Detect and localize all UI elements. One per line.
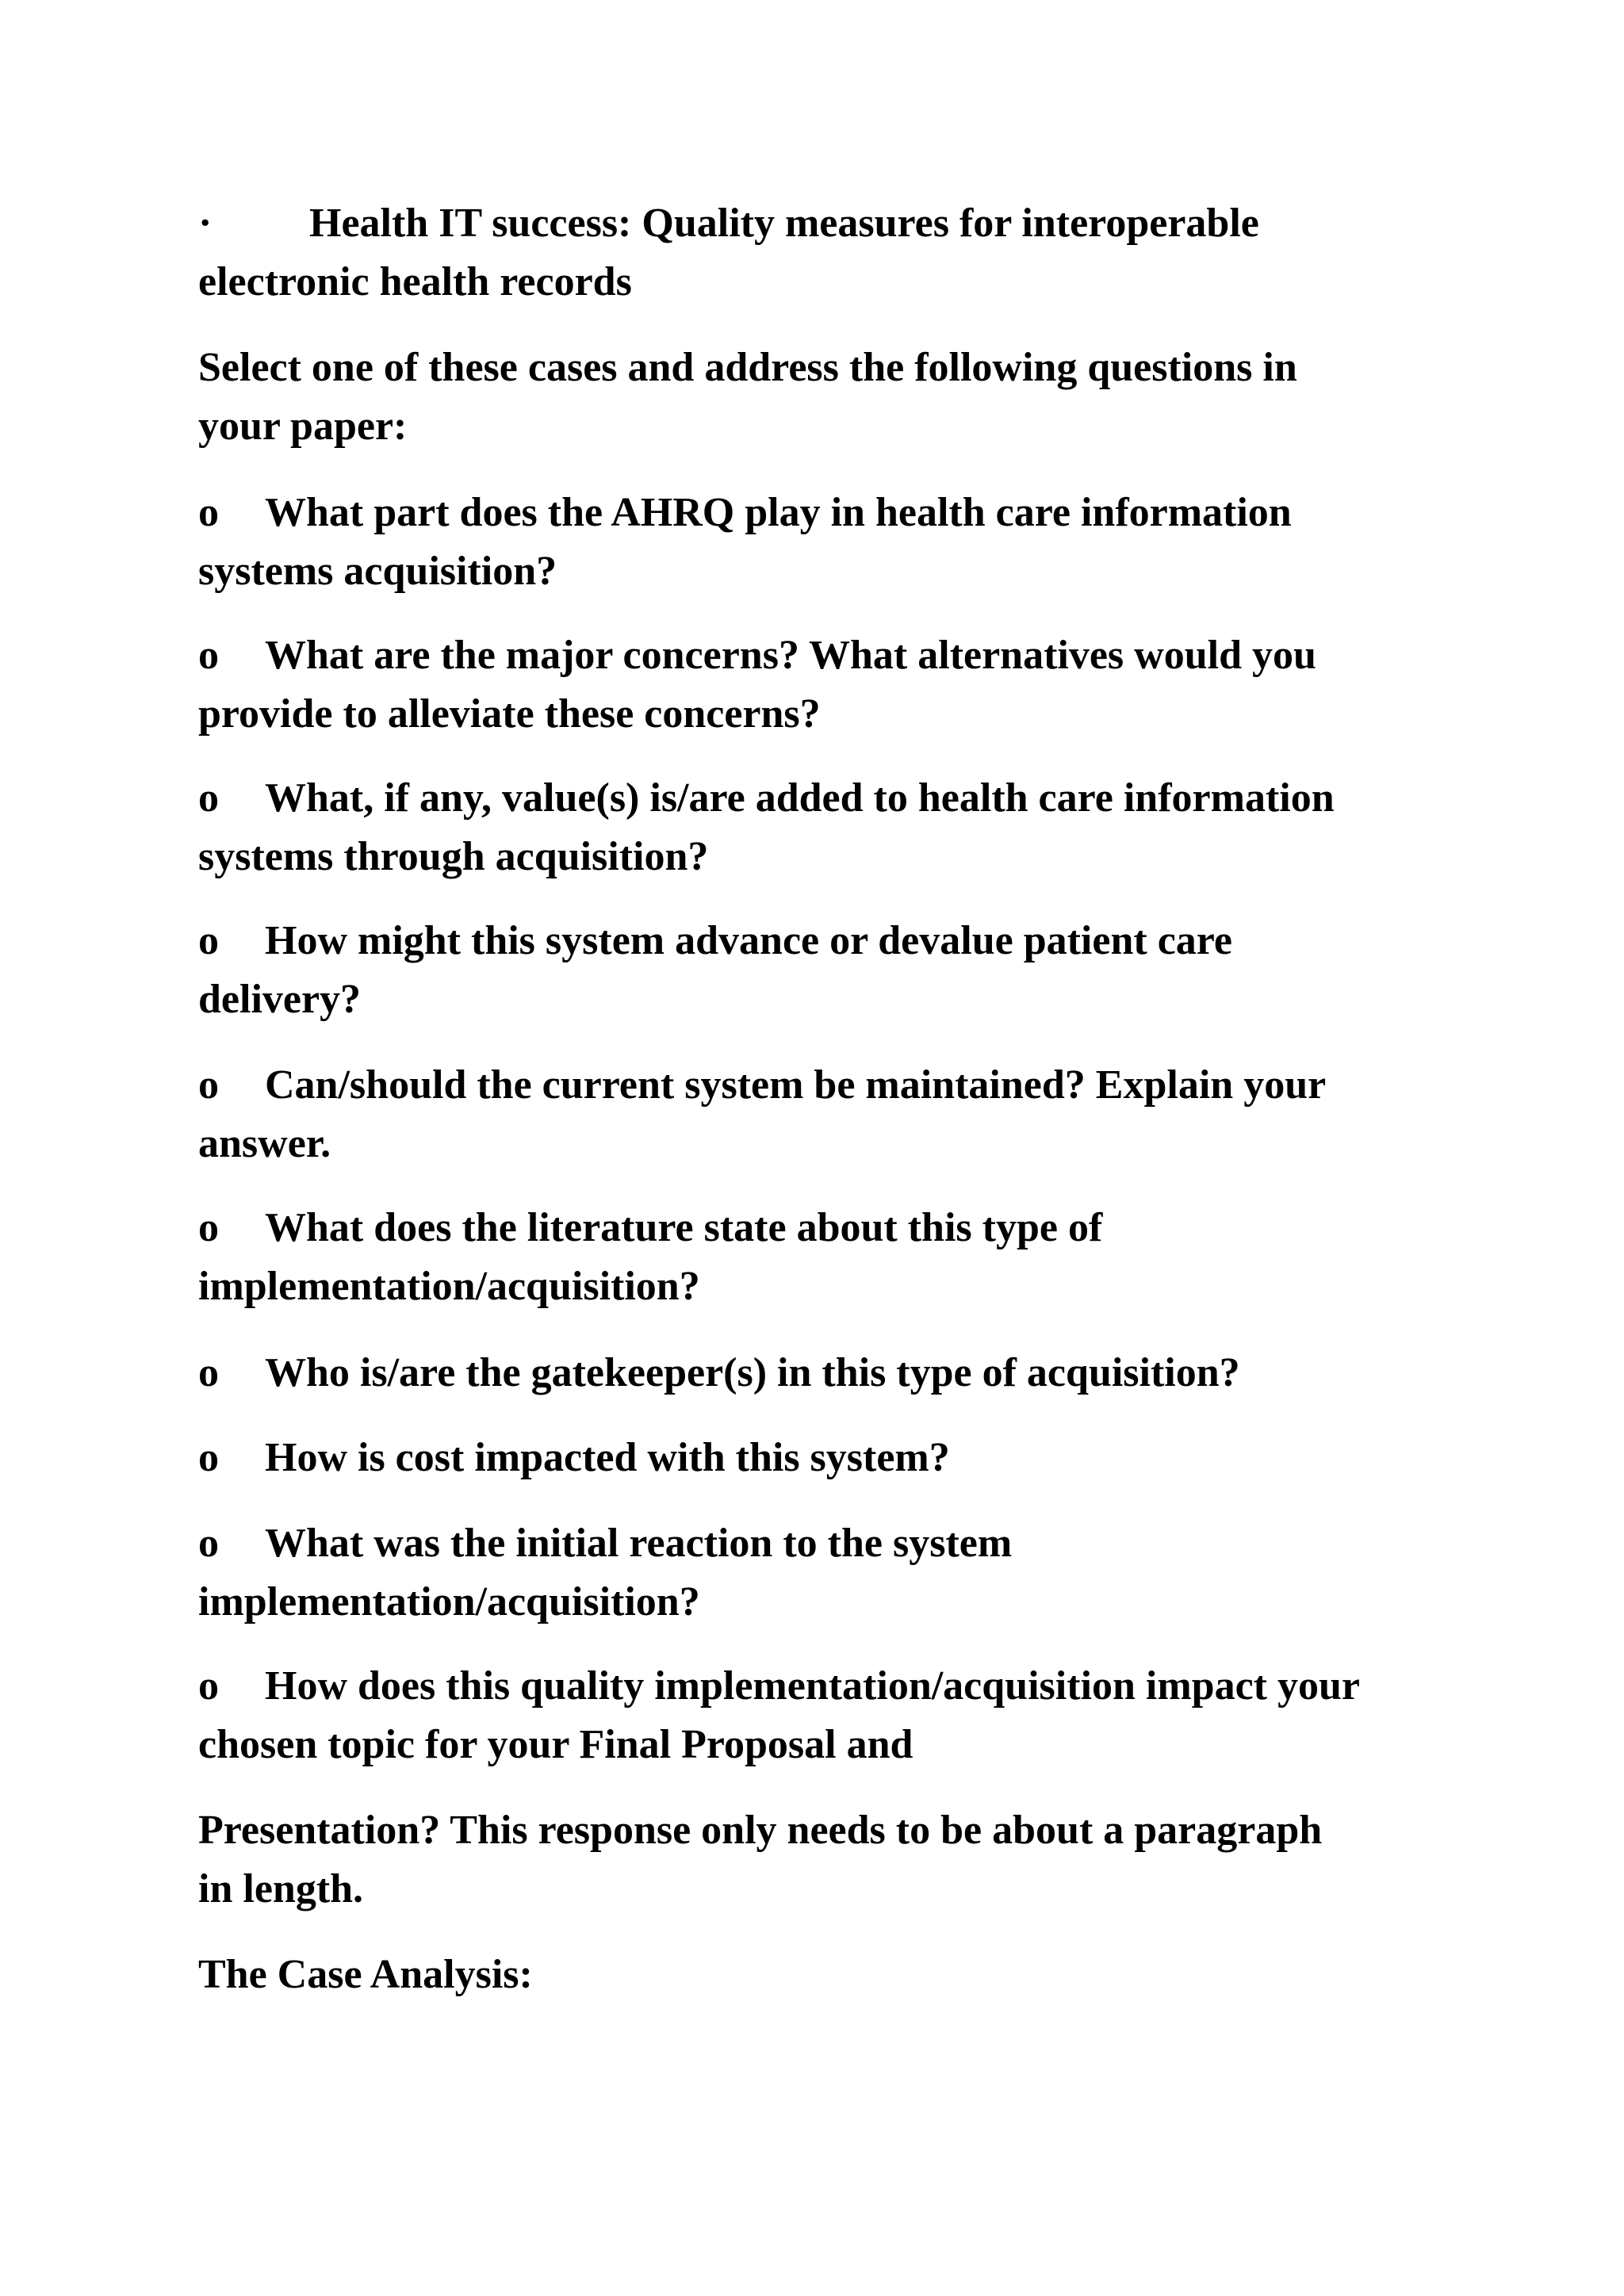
heading-text-2: electronic health records (198, 259, 632, 304)
question-text: What does the literature state about this type of (265, 1205, 1103, 1250)
question-text: How is cost impacted with this system? (265, 1435, 950, 1480)
question-item (198, 1056, 1435, 1173)
bullet-o-icon: o (198, 490, 219, 535)
instructions-line-1: Select one of these cases and address the following questions in (198, 345, 1297, 390)
question-item (198, 1344, 1435, 1402)
question-text-continued: implementation/acquisition? (198, 1264, 700, 1309)
section-title (198, 1946, 1435, 2004)
question-text: How might this system advance or devalue patient care (265, 918, 1232, 963)
bullet-o-icon: o (198, 775, 219, 821)
question-text: How does this quality implementation/acquisition impact your (265, 1663, 1360, 1709)
question-item (198, 484, 1435, 601)
question-text: What was the initial reaction to the system (265, 1521, 1013, 1566)
question-text: Who is/are the gatekeeper(s) in this type of acquisition? (265, 1350, 1240, 1395)
bullet-o-icon: o (198, 918, 219, 963)
bullet-o-icon: o (198, 1435, 219, 1480)
heading-line-1 (198, 194, 1435, 253)
question-text-continued: systems through acquisition? (198, 834, 709, 879)
question-item (198, 1429, 1435, 1487)
bullet-o-icon: o (198, 1663, 219, 1709)
bullet-o-icon: o (198, 1521, 219, 1566)
bullet-o-icon: o (198, 1205, 219, 1250)
continuation-line-1: Presentation? This response only needs to be about a paragraph (198, 1808, 1323, 1853)
question-item (198, 912, 1435, 1029)
instructions-line-2: your paper: (198, 404, 408, 449)
heading-bullet-item (198, 194, 1435, 312)
question-text-continued: answer. (198, 1121, 331, 1166)
question-text-continued: chosen topic for your Final Proposal and (198, 1722, 914, 1767)
question-text-continued: implementation/acquisition? (198, 1579, 700, 1624)
continuation-line-2: in length. (198, 1866, 364, 1911)
question-text-continued: systems acquisition? (198, 549, 557, 594)
instructions-paragraph (198, 339, 1435, 456)
bullet-o-icon: o (198, 1350, 219, 1395)
question-item (198, 1657, 1435, 1774)
question-item (198, 1514, 1435, 1632)
bullet-o-icon: o (198, 1062, 219, 1108)
question-text: Can/should the current system be maintained? Explain your (265, 1062, 1327, 1108)
question-text: What, if any, value(s) is/are added to health care information (265, 775, 1335, 821)
section-title-text: The Case Analysis: (198, 1952, 533, 1997)
heading-text-1: Health IT success: Quality measures for interoperable (309, 201, 1259, 246)
question-text-continued: delivery? (198, 977, 362, 1022)
bullet-o-icon: o (198, 633, 219, 678)
question-item (198, 1199, 1435, 1316)
question-item (198, 769, 1435, 886)
question-text: What part does the AHRQ play in health care information (265, 490, 1292, 535)
bullet-dot-icon: · (198, 201, 213, 246)
question-text-continued: provide to alleviate these concerns? (198, 691, 821, 737)
question-text: What are the major concerns? What alternatives would you (265, 633, 1316, 678)
continuation-paragraph (198, 1801, 1435, 1919)
question-item (198, 626, 1435, 744)
